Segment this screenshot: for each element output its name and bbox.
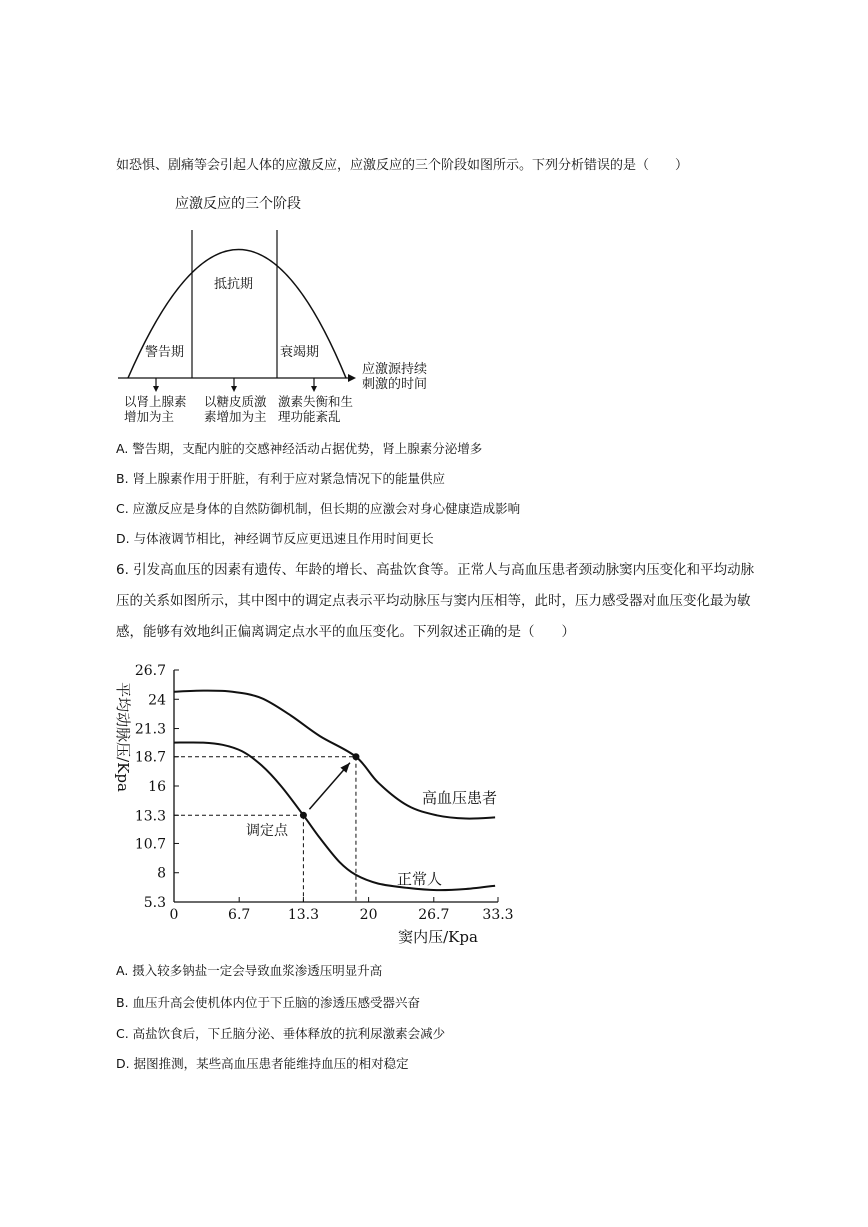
q5-option-a: A. 警告期，支配内脏的交感神经活动占据优势，肾上腺素分泌增多 [116,441,483,456]
q5-option-b: B. 肾上腺素作用于肝脏，有利于应对紧急情况下的能量供应 [116,471,446,486]
x-tick-label: 13.3 [287,907,319,923]
y-tick-label: 8 [157,865,166,882]
note-1-line1: 以肾上腺素 [124,394,187,409]
q5-stem: 如恐惧、剧痛等会引起人体的应激反应，应激反应的三个阶段如图所示。下列分析错误的是（ ） [116,158,689,173]
q5-option-c: C. 应激反应是身体的自然防御机制，但长期的应激会对身心健康造成影响 [116,501,521,516]
axis-label-line2: 刺激的时间 [362,377,428,392]
x-tick-label: 6.7 [228,907,251,923]
set-point-hypertension-dot [352,753,359,760]
note-1-line2: 增加为主 [124,409,175,424]
y-tick-label: 13.3 [134,808,166,825]
time-axis-arrowhead [348,374,356,382]
x-tick-label: 26.7 [418,907,450,923]
phase-alarm: 警告期 [145,345,185,360]
y-tick-label: 24 [148,692,166,709]
q6-option-b: B. 血压升高会使机体内位于下丘脑的渗透压感受器兴奋 [116,995,421,1010]
blood-pressure-chart [110,655,540,950]
y-tick-label: 26.7 [134,663,166,679]
phase-resistance: 抵抗期 [214,277,254,292]
q6-stem: 6. 引发高血压的因素有遗传、年龄的增长、高盐饮食等。正常人与高血压患者颈动脉窦内压变化和平均动脉压的关系如图所示，其中图中的调定点表示平均动脉压与窦内压相等，此时，压力感受器对血压变化最为敏感，能够有效地纠正偏离调定点水平的血压变化。下列叙述正确的是（ ） [116,562,755,640]
note-3-line2: 理功能紊乱 [278,409,341,424]
y-tick-label: 10.7 [134,836,166,853]
note-3-line1: 激素失衡和生 [278,394,354,409]
series-label-normal: 正常人 [397,870,443,888]
down-arrowhead-2 [231,386,237,392]
y-tick-label: 21.3 [134,721,166,738]
note-2-line2: 素增加为主 [204,409,267,424]
q5-option-d: D. 与体液调节相比，神经调节反应更迅速且作用时间更长 [116,531,434,546]
y-tick-label: 5.3 [143,895,166,911]
q6-option-d: D. 据图推测，某些高血压患者能维持血压的相对稳定 [116,1056,409,1071]
axis-label-line1: 应激源持续 [362,362,428,377]
q6-option-a: A. 摄入较多钠盐一定会导致血浆渗透压明显升高 [116,963,383,978]
x-tick-label: 0 [169,907,179,923]
series-label-hypertension: 高血压患者 [422,789,498,807]
q6-option-c: C. 高盐饮食后，下丘脑分泌、垂体释放的抗利尿激素会减少 [116,1026,446,1041]
note-2-line1: 以糖皮质激 [204,394,267,409]
phase-exhaustion: 衰竭期 [280,345,320,360]
y-tick-label: 16 [148,779,166,795]
x-tick-label: 33.3 [482,907,514,923]
down-arrowhead-1 [153,386,159,392]
y-axis-label: 平均动脉压/Kpa [114,682,132,792]
x-tick-label: 20 [359,907,378,923]
diagram-title: 应激反应的三个阶段 [175,196,301,212]
x-axis-label: 窦内压/Kpa [398,928,478,946]
down-arrowhead-3 [311,386,317,392]
y-tick-label: 18.7 [134,749,166,766]
stress-phase-diagram [110,185,440,425]
set-point-label: 调定点 [246,823,288,839]
set-point-normal-dot [300,812,307,819]
